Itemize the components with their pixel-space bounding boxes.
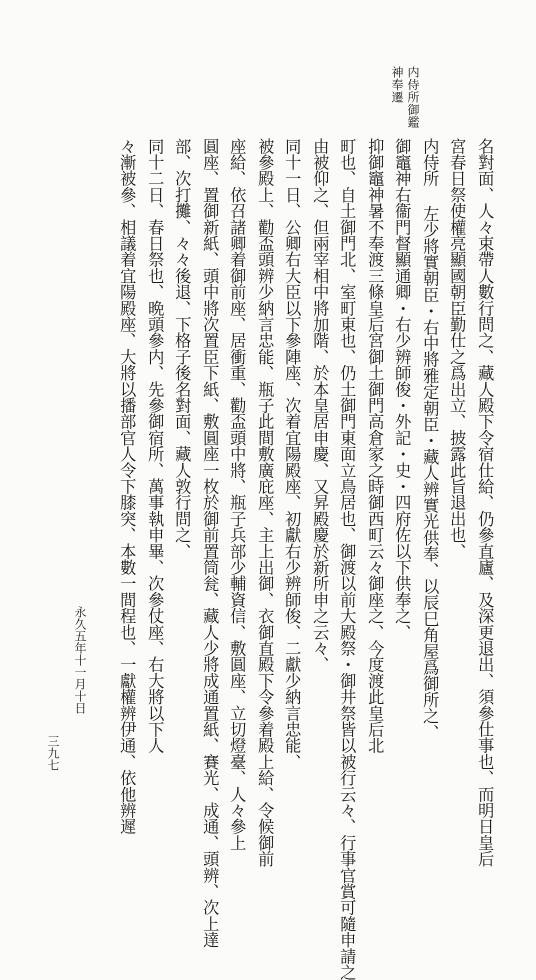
text-column-10: 座給、依召諸卿着御前座、居衝重、勸盃頭中將、瓶子兵部少輔資信、敷圓座、立切燈臺、人々參上	[227, 138, 247, 851]
text-column-14: 々漸被參、相議着宜陽殿座、大將以播部官人令下膝突、本數一間程也、一獻權辨伊通、依他辨遲	[117, 138, 137, 835]
running-header-line-2: 神奉遷	[390, 66, 404, 104]
text-column-9: 被參殿上、勸盃頭辨少納言忠能、瓶子此間敷廣庇座、主上出御、衣御直殿下令參着殿上給、令候御前	[255, 138, 275, 867]
text-column-2: 宮春日祭使權亮顯國朝臣勤仕之爲出立、披露此旨退出也、	[447, 138, 467, 560]
text-column-3: 内侍所 左少將實朝臣・右中將雅定朝臣・藏人辨實光供奉、以辰巳角屋爲御所之、	[420, 138, 440, 741]
text-column-5: 抑御竈神暑不奉渡三條皇后宮御土御門高倉家之時御西町云々御座之、今度渡此皇后北	[365, 138, 385, 754]
text-column-6: 町也、自土御門北、室町東也、仍土御門東面立鳥居也、御渡以前大殿祭・御井祭皆以被行云々、行事官賞可隨申請之	[337, 138, 357, 980]
text-column-8: 同十一日、公卿右大臣以下參陣座、次着宜陽殿座、初獻右少辨師俊、二獻少納言忠能、	[282, 138, 302, 770]
text-column-12: 部、次打攤、々々後退、下格子後名對面、藏人敦行問之、	[172, 138, 192, 560]
text-column-1: 名對面、人々束帶人數行問之、藏人殿下令宿仕給、仍參直廬、及深更退出、須參仕事也、而明日皇后	[475, 138, 495, 867]
text-column-11: 圓座、置御新紙、頭中將次置臣下紙、敷圓座一枚於御前置筒瓮、藏人少將成通置紙、賽光、成通、頭辨、次上達	[200, 138, 220, 948]
running-header-line-1: 内侍所御鑑	[406, 66, 420, 129]
text-column-13: 同十二日、春日祭也、晩頭參内、先參御宿所、萬事執申畢、次參仗座、右大將以下人	[145, 138, 165, 754]
page-number: 三九七	[46, 735, 60, 771]
date-line: 永久五年十一月十日	[73, 606, 87, 714]
text-column-4: 御竈神右衞門督顯通卿・右少辨師俊・外記・史・四府佐以下供奉之、	[392, 138, 412, 641]
text-column-7: 由被仰之、但兩宰相中將加階、於本皇居申慶、又昇殿慶於新所申之云々、	[310, 138, 330, 673]
